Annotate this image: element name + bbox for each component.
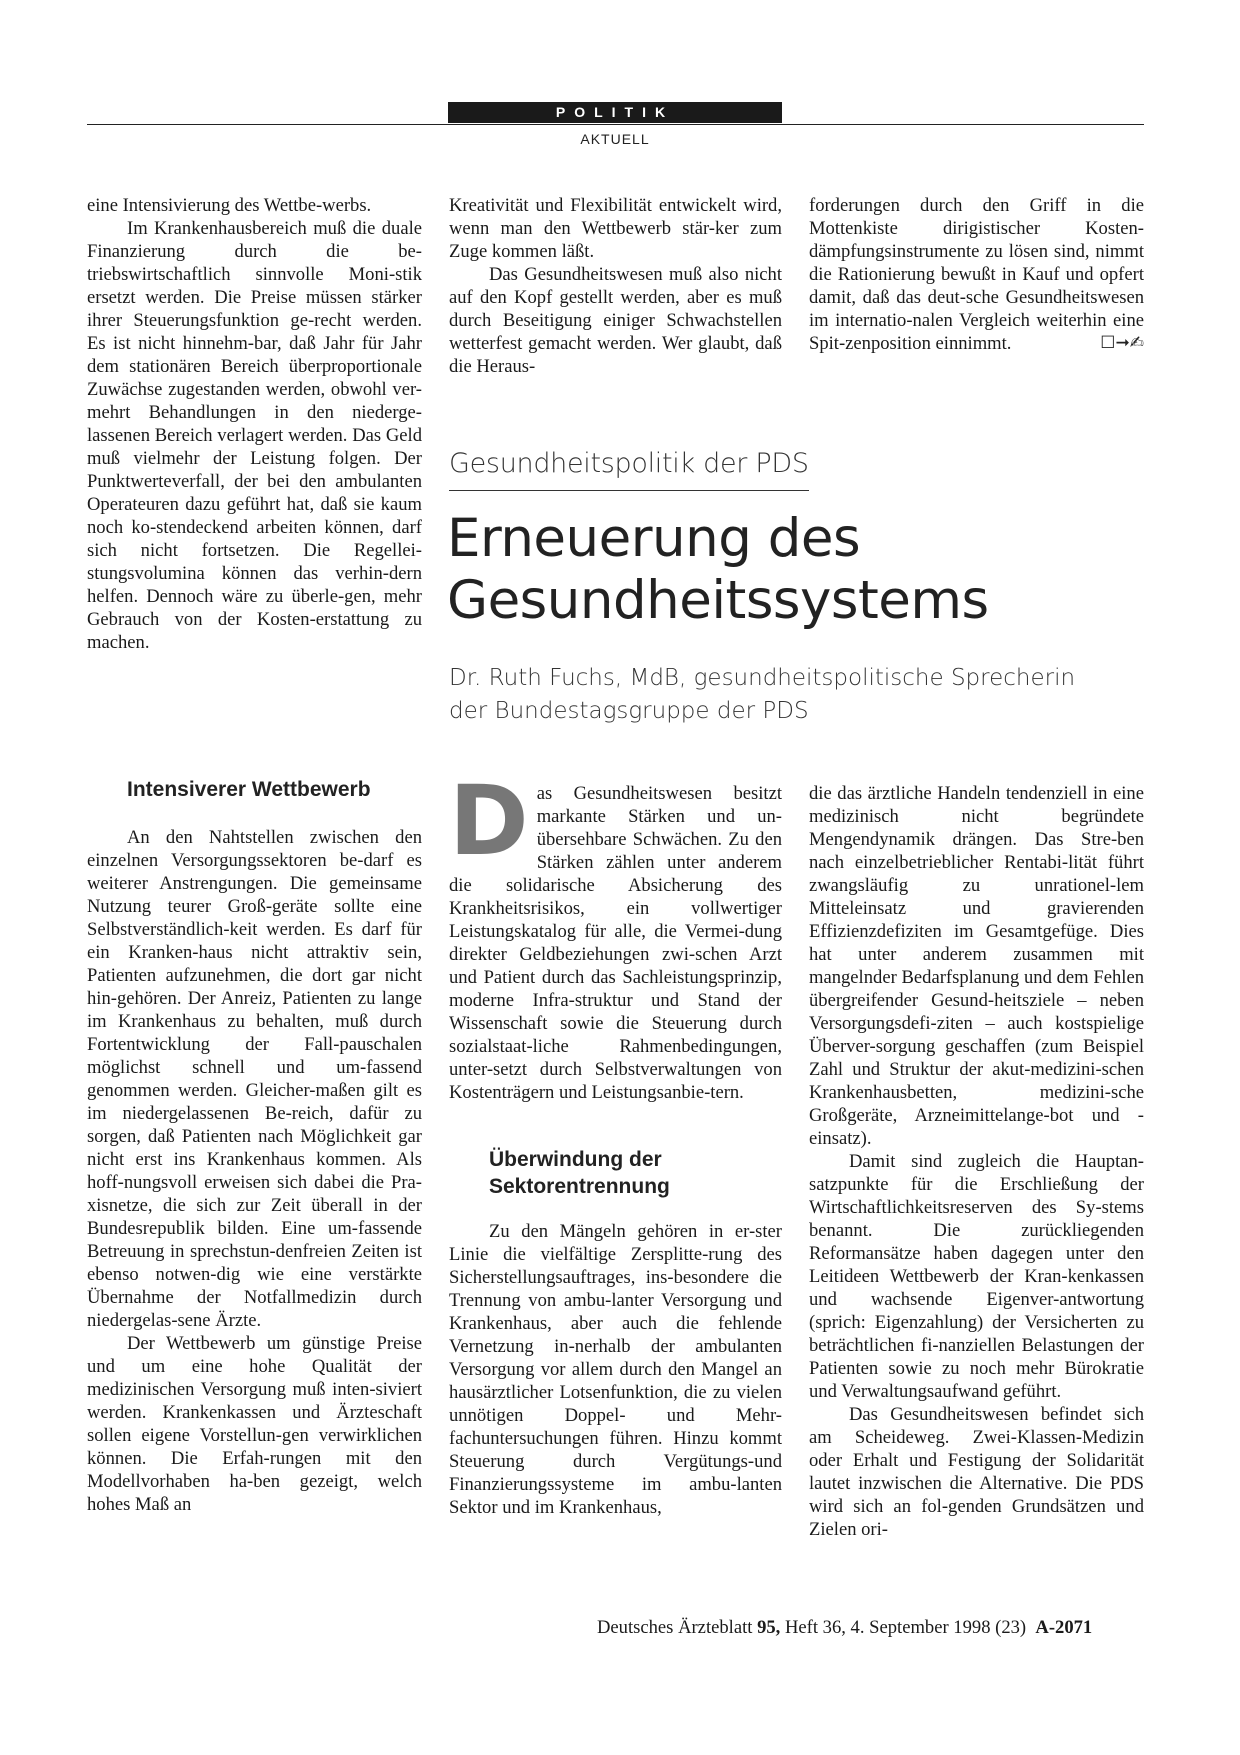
- paragraph: Im Krankenhausbereich muß die duale Finanzierung durch die be-triebswirtschaftlich sinnvolle Moni-stik ersetzt werden. Die Preise müssen stärker ihrer Steuerungsfunktion ge-recht werden. Es ist nicht hinnehm-bar, daß Jahr für Jahr dem stationären Bereich überproportionale Zuwächse zugestanden werden, obwohl ver-mehrt Behandlungen in den niederge-lassenen Bereich verlagert werden. Das Geld muß vielmehr der Leistung folgen. Der Punktwerteverfall, der bei den ambulanten Operateuren dazu geführt hat, daß sie kaum noch ko-stendeckend arbeiten können, darf sich nicht fortsetzen. Die Regellei-stungsvolumina können das verhin-dern helfen. Dennoch wäre zu überle-gen, mehr Gebrauch von der Kosten-erstattung zu machen.: [87, 218, 422, 653]
- kicker-rule: [449, 490, 809, 491]
- paragraph: Zu den Mängeln gehören in er-ster Linie die vielfältige Zersplitte-rung des Sicherstellungsauftrages, ins-besondere die Trennung von ambu-lanter Versorgung und Krankenhaus, aber auch die fehlende Vernetzung in-nerhalb der ambulanten Versorgung vor allem durch den Mangel an hausärztlicher Lotsenfunktion, die zu vielen unnötigen Doppel- und Mehr-fachuntersuchungen führen. Hinzu kommt Steuerung durch Vergütungs-und Finanzierungssysteme im ambu-lanten Sektor und im Krankenhaus,: [449, 1221, 782, 1518]
- page-footer: Deutsches Ärzteblatt 95, Heft 36, 4. September 1998 (23) A-2071: [597, 1617, 1093, 1638]
- lead-paragraph: Das Gesundheitswesen besitzt markante Stärken und un-übersehbare Schwächen. Zu den Stärken zählen unter anderem die solidarische Absicherung des Krankheitsrisikos, ein vollwertiger Leistungskatalog für alle, die Vermei-dung direkter Geldbeziehungen zwi-schen Arzt und Patient durch das Sachleistungsprinzip, moderne Infra-struktur und Stand der Wissenschaft sowie die Steuerung durch sozialstaat-liche Rahmenbedingungen, unter-setzt durch Selbstverwaltungen von Kostenträgern und Leistungsanbie-tern.: [449, 765, 782, 1103]
- end-mark-icon: ☐➞✍: [1100, 333, 1144, 353]
- section-label: POLITIK: [448, 102, 782, 123]
- article-column-2: [449, 765, 782, 1519]
- paragraph: Kreativität und Flexibilität entwickelt wird, wenn man den Wettbewerb stär-ker zum Zuge kommen läßt.: [449, 195, 782, 262]
- drop-cap: D: [449, 765, 529, 877]
- header-rule: [87, 124, 1144, 125]
- article-byline: Dr. Ruth Fuchs, MdB, gesundheitspolitische Sprecherin der Bundestagsgruppe der PDS: [449, 665, 1076, 724]
- article-kicker: Gesundheitspolitik der PDS: [449, 448, 809, 479]
- paragraph: forderungen durch den Griff in die Mottenkiste dirigistischer Kosten-dämpfungsinstrumente zu lösen sind, nimmt die Rationierung bewußt in Kauf und opfert damit, daß das deut-sche Gesundheitswesen im internatio-nalen Vergleich weiterhin eine Spit-zenposition einnimmt. ☐➞✍: [809, 195, 1144, 354]
- page-number: A-2071: [1035, 1617, 1093, 1638]
- paragraph: An den Nahtstellen zwischen den einzelnen Versorgungssektoren be-darf es weiterer Anstrengungen. Die gemeinsame Nutzung teurer Groß-geräte sollte eine Selbstverständlich-keit werden. Es darf für ein Kranken-haus nicht attraktiv sein, Patienten aufzunehmen, die dort gar nicht hin-gehören. Der Anreiz, Patienten zu lange im Krankenhaus zu behalten, muß durch Fortentwicklung der Fall-pauschalen möglichst schnell und um-fassend genommen werden. Gleicher-maßen gilt es im niedergelassenen Be-reich, dafür zu sorgen, daß Patienten nach Möglichkeit gar nicht erst ins Krankenhaus kommen. Als hoff-nungsvoll erweisen sich dabei die Pra-xisnetze, die sich zur Zeit überall in der Bundesrepublik bilden. Eine um-fassende Betreuung in sprechstun-denfreien Zeiten ist ebenso notwen-dig wie eine verstärkte Übernahme der Notfallmedizin durch niedergelas-sene Ärzte.: [87, 827, 422, 1331]
- paragraph: Der Wettbewerb um günstige Preise und um eine hohe Qualität der medizinischen Versorgung muß inten-siviert werden. Krankenkassen und Ärzteschaft sollen eigene Vorstellun-gen verwirklichen können. Die Erfah-rungen mit den Modellvorhaben ha-ben gezeigt, welch hohes Maß an: [87, 1333, 422, 1515]
- paragraph: Das Gesundheitswesen befindet sich am Scheideweg. Zwei-Klassen-Medizin oder Erhalt und Festigung der Solidarität lautet inzwischen die Alternative. Die PDS wird sich an fol-genden Grundsätzen und Zielen ori-: [809, 1404, 1144, 1540]
- subheading-ueberwindung: Überwindung der Sektorentrennung: [489, 1148, 670, 1198]
- subsection-label: AKTUELL: [580, 131, 650, 147]
- subheading-intensiverer-wettbewerb: Intensiverer Wettbewerb: [127, 778, 371, 801]
- article-title: Erneuerung des Gesundheitssystems: [447, 508, 989, 631]
- column-1-bottom: [87, 826, 422, 1516]
- column-2-top: [449, 194, 782, 378]
- column-1-top: [87, 194, 422, 654]
- paragraph: eine Intensivierung des Wettbe-werbs.: [87, 195, 372, 216]
- article-column-3: [809, 782, 1144, 1541]
- paragraph: Das Gesundheitswesen muß also nicht auf den Kopf gestellt werden, aber es muß durch Beseitigung einiger Schwachstellen wetterfest gemacht werden. Wer glaubt, daß die Heraus-: [449, 264, 782, 377]
- paragraph: Damit sind zugleich die Hauptan-satzpunkte für die Erschließung der Wirtschaftlichkeitsreserven des Sy-stems benannt. Die zurückliegenden Reformansätze haben dagegen unter den Leitideen Wettbewerb der Kran-kenkassen und wachsende Eigenver-antwortung (sprich: Eigenzahlung) der Versicherten zu beträchtlichen fi-nanziellen Belastungen der Patienten sowie zu noch mehr Bürokratie und Verwaltungsaufwand geführt.: [809, 1151, 1144, 1402]
- column-3-top: [809, 194, 1144, 355]
- paragraph: die das ärztliche Handeln tendenziell in eine medizinisch nicht begründete Mengendynamik drängen. Das Stre-ben nach einzelbetrieblicher Rentabi-lität führt zwangsläufig zu unrationel-lem Mitteleinsatz und gravierenden Effizienzdefiziten im Gesamtgefüge. Dies hat unter anderem zusammen mit mangelnder Bedarfsplanung und dem Fehlen übergreifender Gesund-heitsziele – neben Versorgungsdefi-ziten – auch kostspielige Überver-sorgung geschaffen (zum Beispiel Zahl und Struktur der akut-medizini-schen Krankenhausbetten, medizini-sche Großgeräte, Arzneimittelange-bot und -einsatz).: [809, 783, 1144, 1149]
